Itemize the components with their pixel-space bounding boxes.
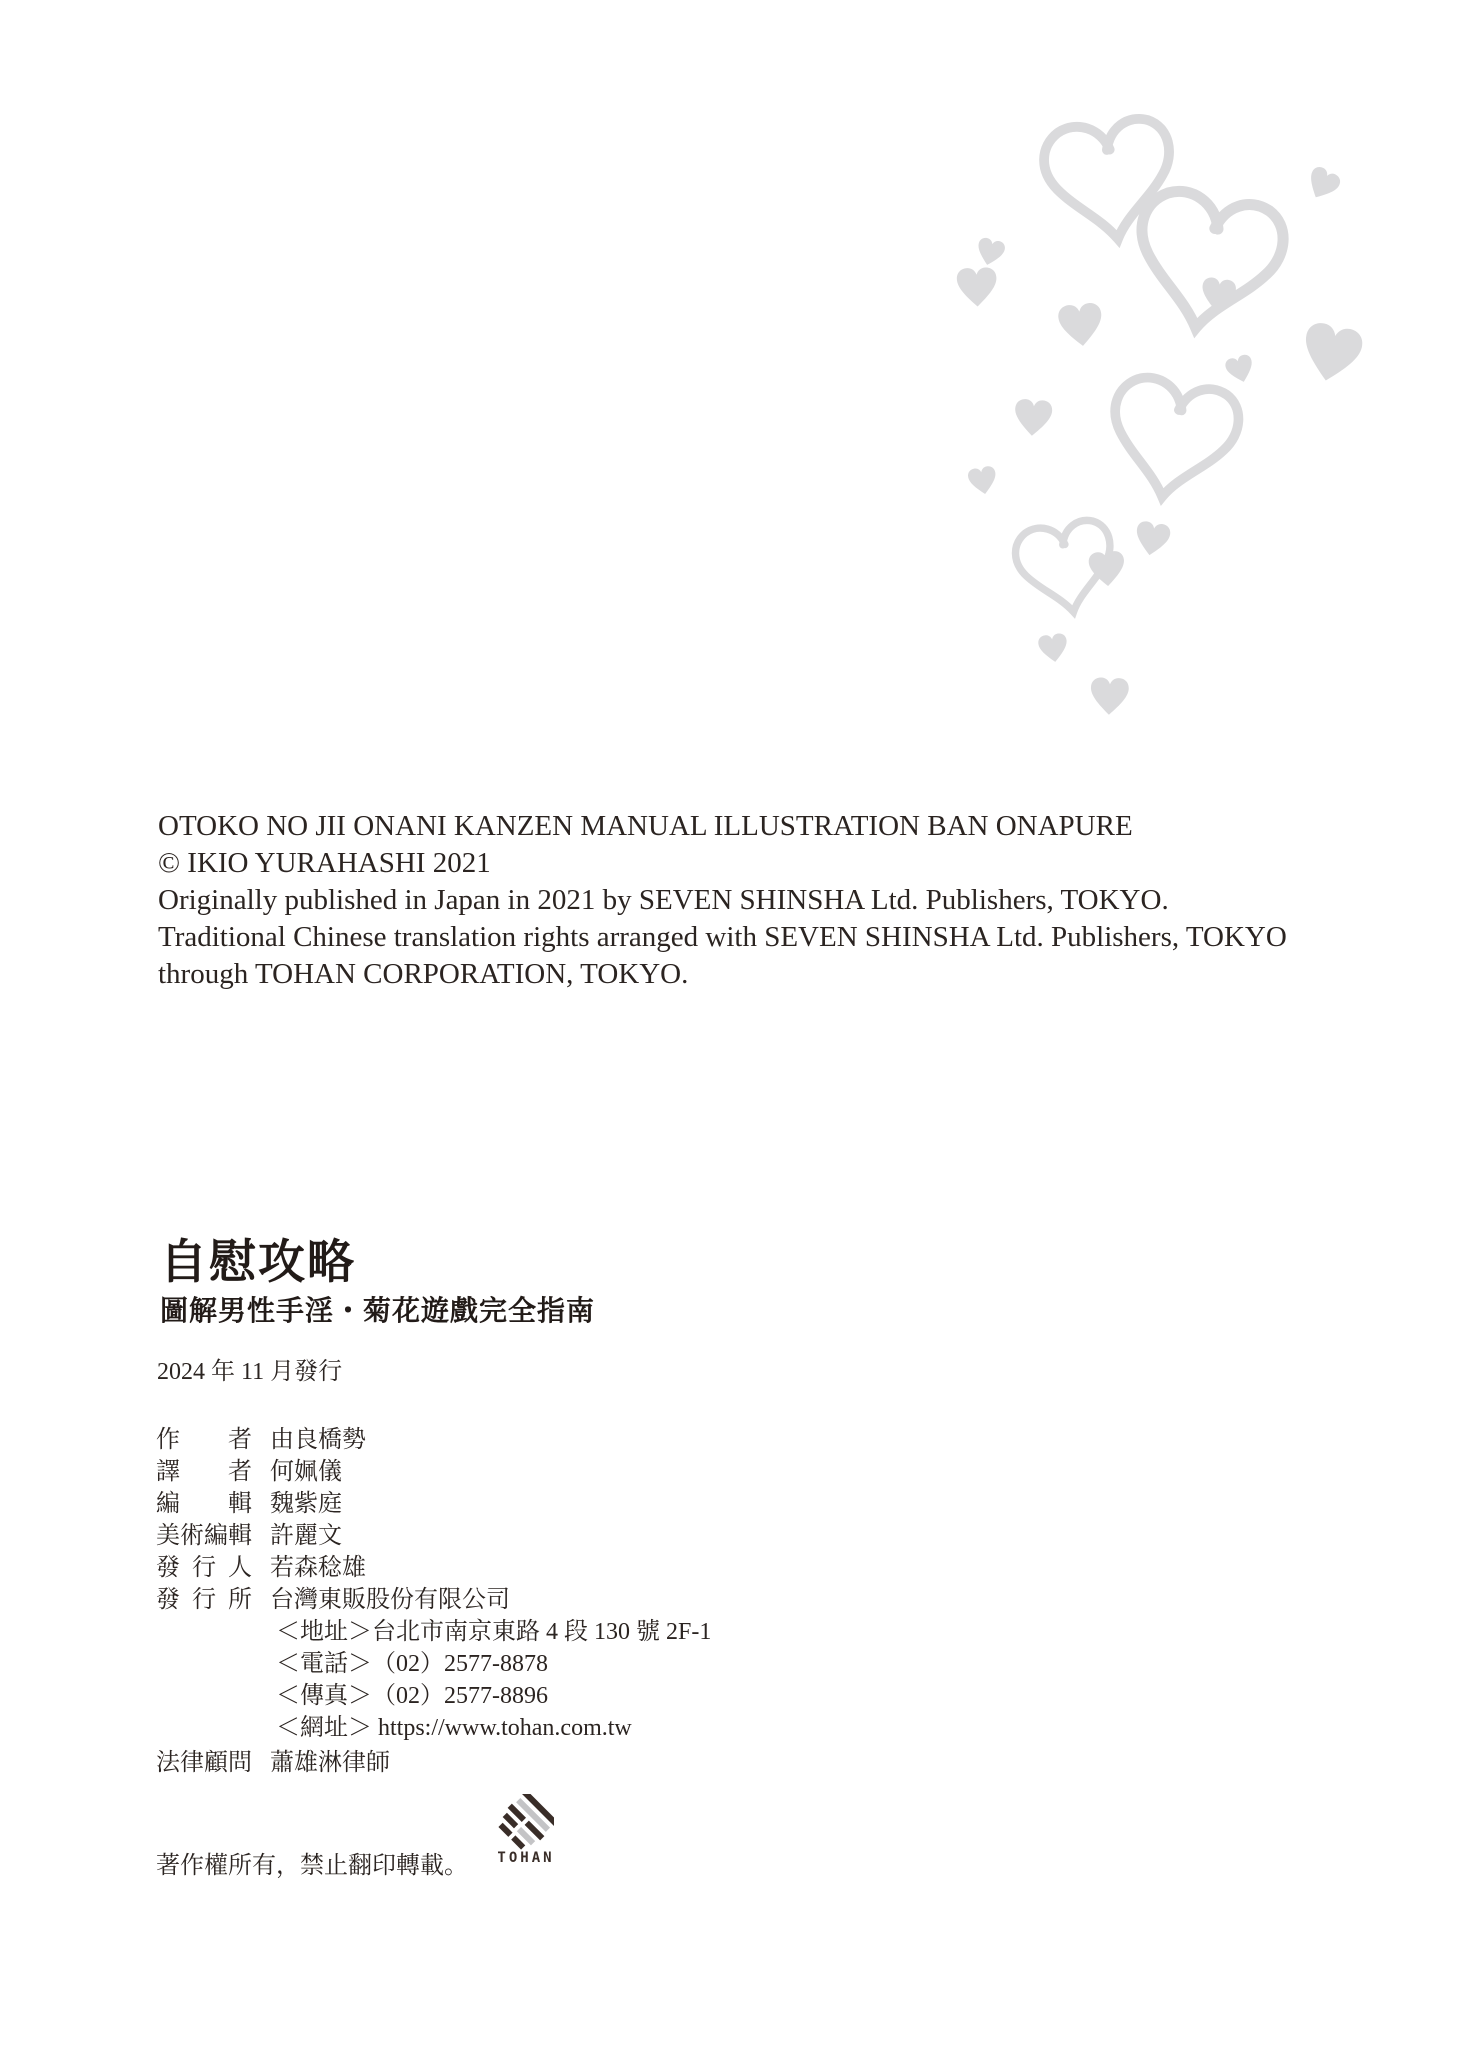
solid-heart-icon [953, 264, 1001, 314]
copyright-notice: 著作權所有，禁止翻印轉載。 [156, 1853, 468, 1879]
solid-heart-icon [1128, 518, 1176, 564]
solid-heart-icon [1009, 396, 1058, 442]
tohan-logo-mark [498, 1794, 554, 1850]
credit-value: ＜電話＞（02）2577-8878 [276, 1651, 548, 1677]
solid-heart-icon [1297, 161, 1347, 210]
credit-row [156, 1648, 711, 1680]
credit-value: 台灣東販股份有限公司 [270, 1587, 510, 1613]
credit-row [156, 1712, 711, 1744]
credits-list [156, 1424, 711, 1779]
credit-row [156, 1584, 711, 1616]
credit-row [156, 1552, 711, 1584]
solid-heart-icon [1194, 274, 1241, 318]
credit-row [156, 1747, 711, 1779]
credit-value: 由良橋勢 [270, 1427, 366, 1453]
outline-heart-icon [1092, 361, 1252, 521]
copyright-english-line: Traditional Chinese translation rights arranged with SEVEN SHINSHA Ltd. Publishers, TOKYO [158, 921, 1287, 953]
book-subtitle: 圖解男性手淫・菊花遊戲完全指南 [160, 1295, 596, 1326]
credit-label: 發 行 所 [156, 1587, 252, 1613]
credit-row [156, 1616, 711, 1648]
publication-date: 2024 年 11 月發行 [157, 1359, 343, 1385]
credit-label: 編 輯 [156, 1491, 252, 1517]
credit-row [156, 1424, 711, 1456]
credit-value: 若森稔雄 [270, 1555, 366, 1581]
solid-heart-icon [1085, 675, 1134, 721]
copyright-english-line: through TOHAN CORPORATION, TOKYO. [158, 958, 689, 990]
outline-heart-icon [1114, 166, 1299, 363]
credit-label: 美 術 編 輯 [156, 1523, 252, 1549]
credit-value: ＜地址＞台北市南京東路 4 段 130 號 2F-1 [276, 1619, 712, 1645]
copyright-english-line: OTOKO NO JII ONANI KANZEN MANUAL ILLUSTRATION BAN ONAPURE [158, 810, 1133, 842]
credit-value: 蕭雄淋律師 [270, 1750, 390, 1776]
solid-heart-icon [1290, 316, 1372, 395]
credit-row [156, 1520, 711, 1552]
credit-value: 許麗文 [270, 1523, 342, 1549]
credit-label: 作 者 [156, 1427, 252, 1453]
solid-heart-icon [1034, 631, 1073, 669]
credit-row [156, 1456, 711, 1488]
credit-row [156, 1488, 711, 1520]
credit-label: 法 律 顧 問 [156, 1750, 252, 1776]
solid-heart-icon [963, 463, 1002, 500]
credit-value: ＜傳真＞（02）2577-8896 [276, 1683, 548, 1709]
credit-value: 何姵儀 [270, 1459, 342, 1485]
solid-heart-icon [1052, 299, 1111, 354]
credit-row [156, 1680, 711, 1712]
tohan-logo [492, 1794, 560, 1865]
copyright-english-line: © IKIO YURAHASHI 2021 [158, 847, 491, 879]
credit-label: 譯 者 [156, 1459, 252, 1485]
book-title: 自慰攻略 [160, 1235, 356, 1288]
credit-value: 魏紫庭 [270, 1491, 342, 1517]
title-block [160, 1235, 596, 1326]
copyright-english-block [158, 808, 1287, 993]
copyright-english-line: Originally published in Japan in 2021 by SEVEN SHINSHA Ltd. Publishers, TOKYO. [158, 884, 1169, 916]
credit-value: ＜網址＞ https://www.tohan.com.tw [276, 1715, 632, 1741]
tohan-logo-text: TOHAN [497, 1850, 555, 1866]
credit-label: 發 行 人 [156, 1555, 252, 1581]
solid-heart-icon [1084, 549, 1131, 593]
